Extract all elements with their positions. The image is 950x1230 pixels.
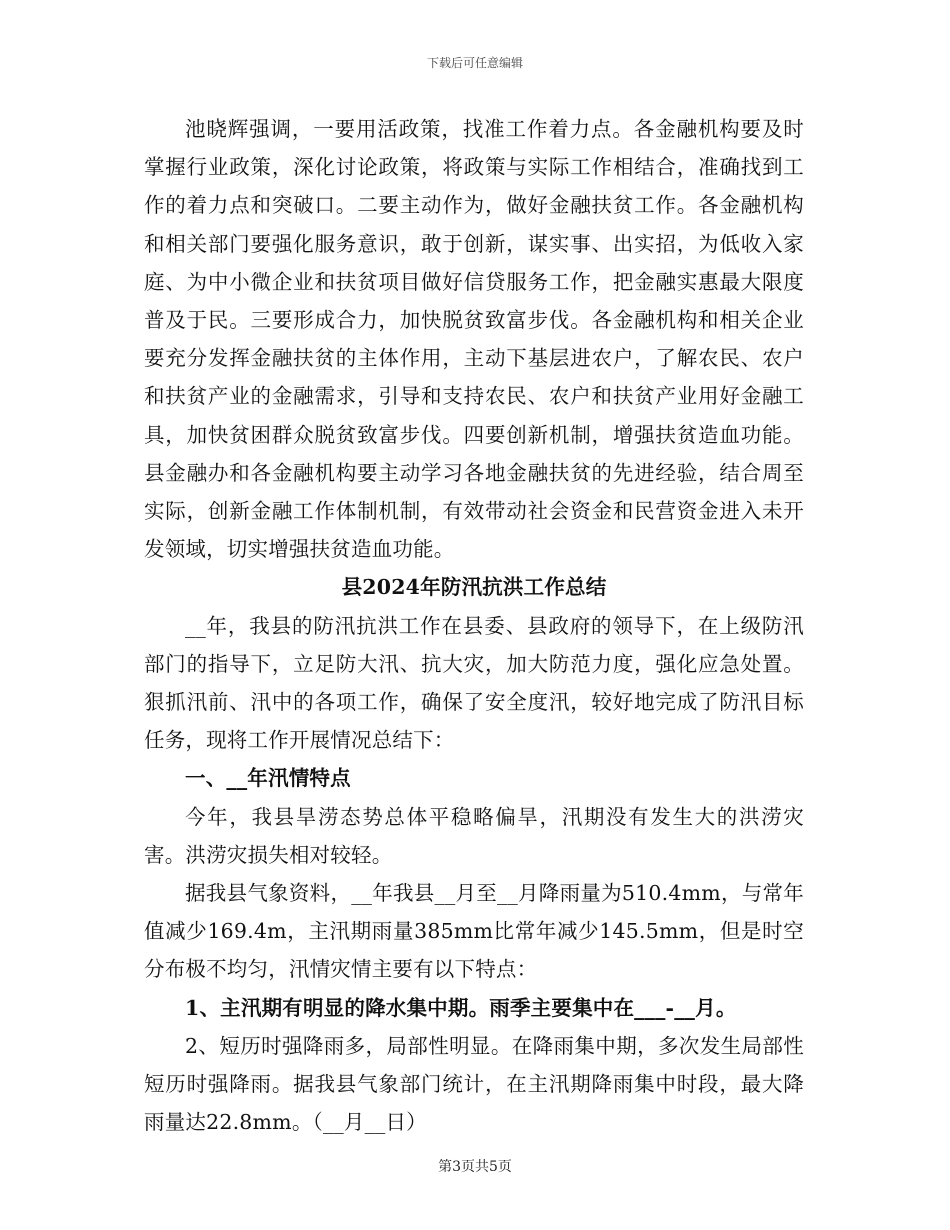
section-heading-1: 一、__年汛情特点	[185, 766, 351, 791]
paragraph-overview: 今年，我县旱涝态势总体平稳略偏旱，汛期没有发生大的洪涝灾害。洪涝灾损失相对较轻。	[144, 804, 804, 867]
paragraph-intro: __年，我县的防汛抗洪工作在县委、县政府的领导下，在上级防汛部门的指导下，立足防大汛、抗大灾，加大防范力度，强化应急处置。狠抓汛前、汛中的各项工作，确保了安全度汛，较好地完成了防汛目标任务，现将工作开展情况总结下：	[144, 613, 804, 753]
page-footer: 第3页共5页	[438, 1159, 512, 1175]
document-body	[144, 110, 804, 1141]
paragraph-rainfall-data: 据我县气象资料，__年我县__月至__月降雨量为510.4mm，与常年值减少169.4m，主汛期雨量385mm比常年减少145.5mm，但是时空分布极不均匀，汛情灾情主要有以下特点：	[144, 881, 804, 982]
paragraph-speech: 池晓辉强调，一要用活政策，找准工作着力点。各金融机构要及时掌握行业政策，深化讨论政策，将政策与实际工作相结合，准确找到工作的着力点和突破口。二要主动作为，做好金融扶贫工作。各金融机构和相关部门要强化服务意识，敢于创新，谋实事、出实招，为低收入家庭、为中小微企业和扶贫项目做好信贷服务工作，把金融实惠最大限度普及于民。三要形成合力，加快脱贫致富步伐。各金融机构和相关企业要充分发挥金融扶贫的主体作用，主动下基层进农户，了解农民、农户和扶贫产业的金融需求，引导和支持农民、农户和扶贫产业用好金融工具，加快贫困群众脱贫致富步伐。四要创新机制，增强扶贫造血功能。县金融办和各金融机构要主动学习各地金融扶贫的先进经验，结合周至实际，创新金融工作体制机制，有效带动社会资金和民营资金进入未开发领域，切实增强扶贫造血功能。	[144, 117, 804, 562]
page-header: 下载后可任意编辑	[426, 56, 523, 70]
feature-item-1: 1、主汛期有明显的降水集中期。雨季主要集中在___-__月。	[185, 995, 737, 1020]
document-title: 县2024年防汛抗洪工作总结	[341, 575, 607, 600]
feature-item-2: 2、短历时强降雨多，局部性明显。在降雨集中期，多次发生局部性短历时强降雨。据我县气象部门统计，在主汛期降雨集中时段，最大降雨量达22.8mm。（__月__日）	[144, 1033, 804, 1135]
